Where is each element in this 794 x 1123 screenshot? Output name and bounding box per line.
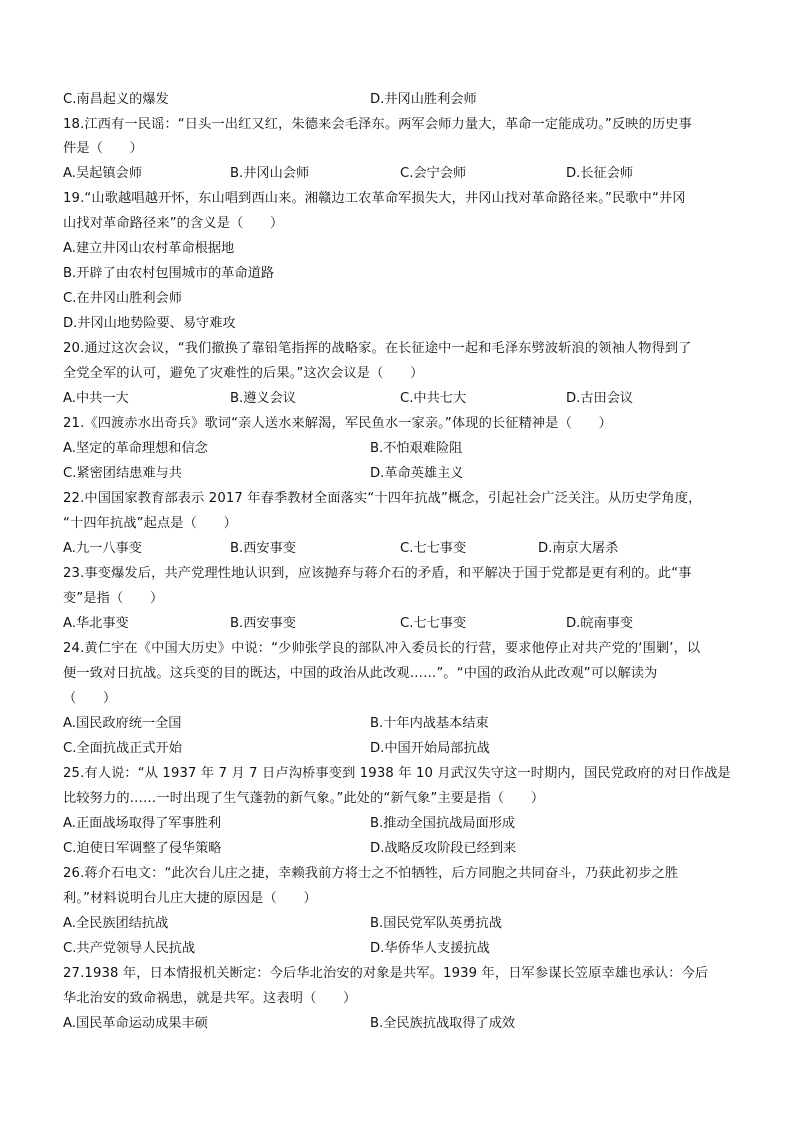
option-24b[interactable]: B.十年内战基本结束 — [370, 716, 489, 731]
question-25-stem-line2: 比较努力的……一时出现了生气蓬勃的新气象。”此处的“新气象”主要是指（ ） — [63, 791, 545, 806]
option-18b[interactable]: B.井冈山会师 — [230, 166, 310, 181]
option-20c[interactable]: C.中共七大 — [400, 391, 467, 406]
option-20d[interactable]: D.古田会议 — [566, 391, 634, 406]
question-22-stem-line2: “十四年抗战”起点是（ ） — [63, 516, 238, 531]
question-22-stem-line1: 22.中国国家教育部表示 2017 年春季教材全面落实“十四年抗战”概念，引起社会广泛关注。从历史学角度， — [63, 491, 702, 506]
option-17d[interactable]: D.井冈山胜利会师 — [370, 92, 477, 107]
question-18-stem-line1: 18.江西有一民谣：“日头一出红又红，朱德来会毛泽东。两军会师力量大，革命一定能成功。”反映的历史事 — [63, 117, 692, 132]
option-20a[interactable]: A.中共一大 — [63, 391, 129, 406]
option-24c[interactable]: C.全面抗战正式开始 — [63, 741, 182, 756]
question-18-stem-line2: 件是（ ） — [63, 141, 144, 156]
question-27-stem-line1: 27.1938 年，日本情报机关断定：今后华北治安的对象是共军。1939 年，日军参谋长笠原幸雄也承认：今后 — [63, 966, 709, 981]
question-24-stem-line3: （ ） — [63, 691, 117, 706]
option-27b[interactable]: B.全民族抗战取得了成效 — [370, 1016, 516, 1031]
option-25b[interactable]: B.推动全国抗战局面形成 — [370, 816, 516, 831]
question-20-stem-line2: 全党全军的认可，避免了灾难性的后果。”这次会议是（ ） — [63, 366, 424, 381]
option-21d[interactable]: D.革命英雄主义 — [370, 466, 464, 481]
option-26a[interactable]: A.全民族团结抗战 — [63, 916, 169, 931]
option-19a[interactable]: A.建立井冈山农村革命根据地 — [63, 241, 235, 256]
option-19d[interactable]: D.井冈山地势险要、易守难攻 — [63, 316, 236, 331]
option-26b[interactable]: B.国民党军队英勇抗战 — [370, 916, 502, 931]
option-25d[interactable]: D.战略反攻阶段已经到来 — [370, 841, 517, 856]
option-22d[interactable]: D.南京大屠杀 — [538, 541, 619, 556]
option-27a[interactable]: A.国民革命运动成果丰硕 — [63, 1016, 208, 1031]
option-19c[interactable]: C.在井冈山胜利会师 — [63, 291, 182, 306]
option-18d[interactable]: D.长征会师 — [566, 166, 634, 181]
question-25-stem-line1: 25.有人说：“从 1937 年 7 月 7 日卢沟桥事变到 1938 年 10 月武汉失守这一时期内，国民党政府的对日作战是 — [63, 766, 731, 781]
question-26-stem-line1: 26.蒋介石电文：“此次台儿庄之捷，幸赖我前方将士之不怕牺牲，后方同胞之共同奋斗，乃获此初步之胜 — [63, 866, 679, 881]
option-21a[interactable]: A.坚定的革命理想和信念 — [63, 441, 208, 456]
question-20-stem-line1: 20.通过这次会议，“我们撤换了靠铅笔指挥的战略家。在长征途中一起和毛泽东劈波斩浪的领袖人物得到了 — [63, 341, 692, 356]
option-20b[interactable]: B.遵义会议 — [230, 391, 296, 406]
question-19-stem-line2: 山找对革命路径来”的含义是（ ） — [63, 216, 284, 231]
question-21-stem-line1: 21.《四渡赤水出奇兵》歌词“亲人送水来解渴，军民鱼水一家亲。”体现的长征精神是（ ） — [63, 416, 612, 431]
option-19b[interactable]: B.开辟了由农村包围城市的革命道路 — [63, 266, 275, 281]
option-23b[interactable]: B.西安事变 — [230, 616, 296, 631]
option-22c[interactable]: C.七七事变 — [400, 541, 467, 556]
option-18c[interactable]: C.会宁会师 — [400, 166, 467, 181]
option-26d[interactable]: D.华侨华人支援抗战 — [370, 941, 490, 956]
option-24d[interactable]: D.中国开始局部抗战 — [370, 741, 490, 756]
option-26c[interactable]: C.共产党领导人民抗战 — [63, 941, 196, 956]
option-23c[interactable]: C.七七事变 — [400, 616, 467, 631]
option-17c[interactable]: C.南昌起义的爆发 — [63, 92, 169, 107]
question-19-stem-line1: 19.“山歌越唱越开怀，东山唱到西山来。湘赣边工农革命军损失大，井冈山找对革命路径来。”民歌中“井冈 — [63, 191, 686, 206]
option-22b[interactable]: B.西安事变 — [230, 541, 296, 556]
option-21c[interactable]: C.紧密团结患难与共 — [63, 466, 182, 481]
option-23a[interactable]: A.华北事变 — [63, 616, 129, 631]
question-24-stem-line1: 24.黄仁宇在《中国大历史》中说：“少帅张学良的部队冲入委员长的行营，要求他停止对共产党的‘围剿’，以 — [63, 641, 701, 656]
option-23d[interactable]: D.皖南事变 — [566, 616, 634, 631]
question-27-stem-line2: 华北治安的致命祸患，就是共军。这表明（ ） — [63, 991, 357, 1006]
option-25c[interactable]: C.迫使日军调整了侵华策略 — [63, 841, 222, 856]
option-22a[interactable]: A.九一八事变 — [63, 541, 142, 556]
option-24a[interactable]: A.国民政府统一全国 — [63, 716, 182, 731]
question-23-stem-line2: 变”是指（ ） — [63, 591, 164, 606]
option-25a[interactable]: A.正面战场取得了军事胜利 — [63, 816, 222, 831]
question-26-stem-line2: 利。”材料说明台儿庄大捷的原因是（ ） — [63, 891, 317, 906]
option-18a[interactable]: A.吴起镇会师 — [63, 166, 142, 181]
question-24-stem-line2: 便一致对日抗战。这兵变的目的既达，中国的政治从此改观……”。“中国的政治从此改观”可以解读为 — [63, 666, 658, 681]
question-23-stem-line1: 23.事变爆发后，共产党理性地认识到，应该抛弃与蒋介石的矛盾，和平解决于国于党都是更有利的。此“事 — [63, 566, 692, 581]
option-21b[interactable]: B.不怕艰难险阻 — [370, 441, 463, 456]
